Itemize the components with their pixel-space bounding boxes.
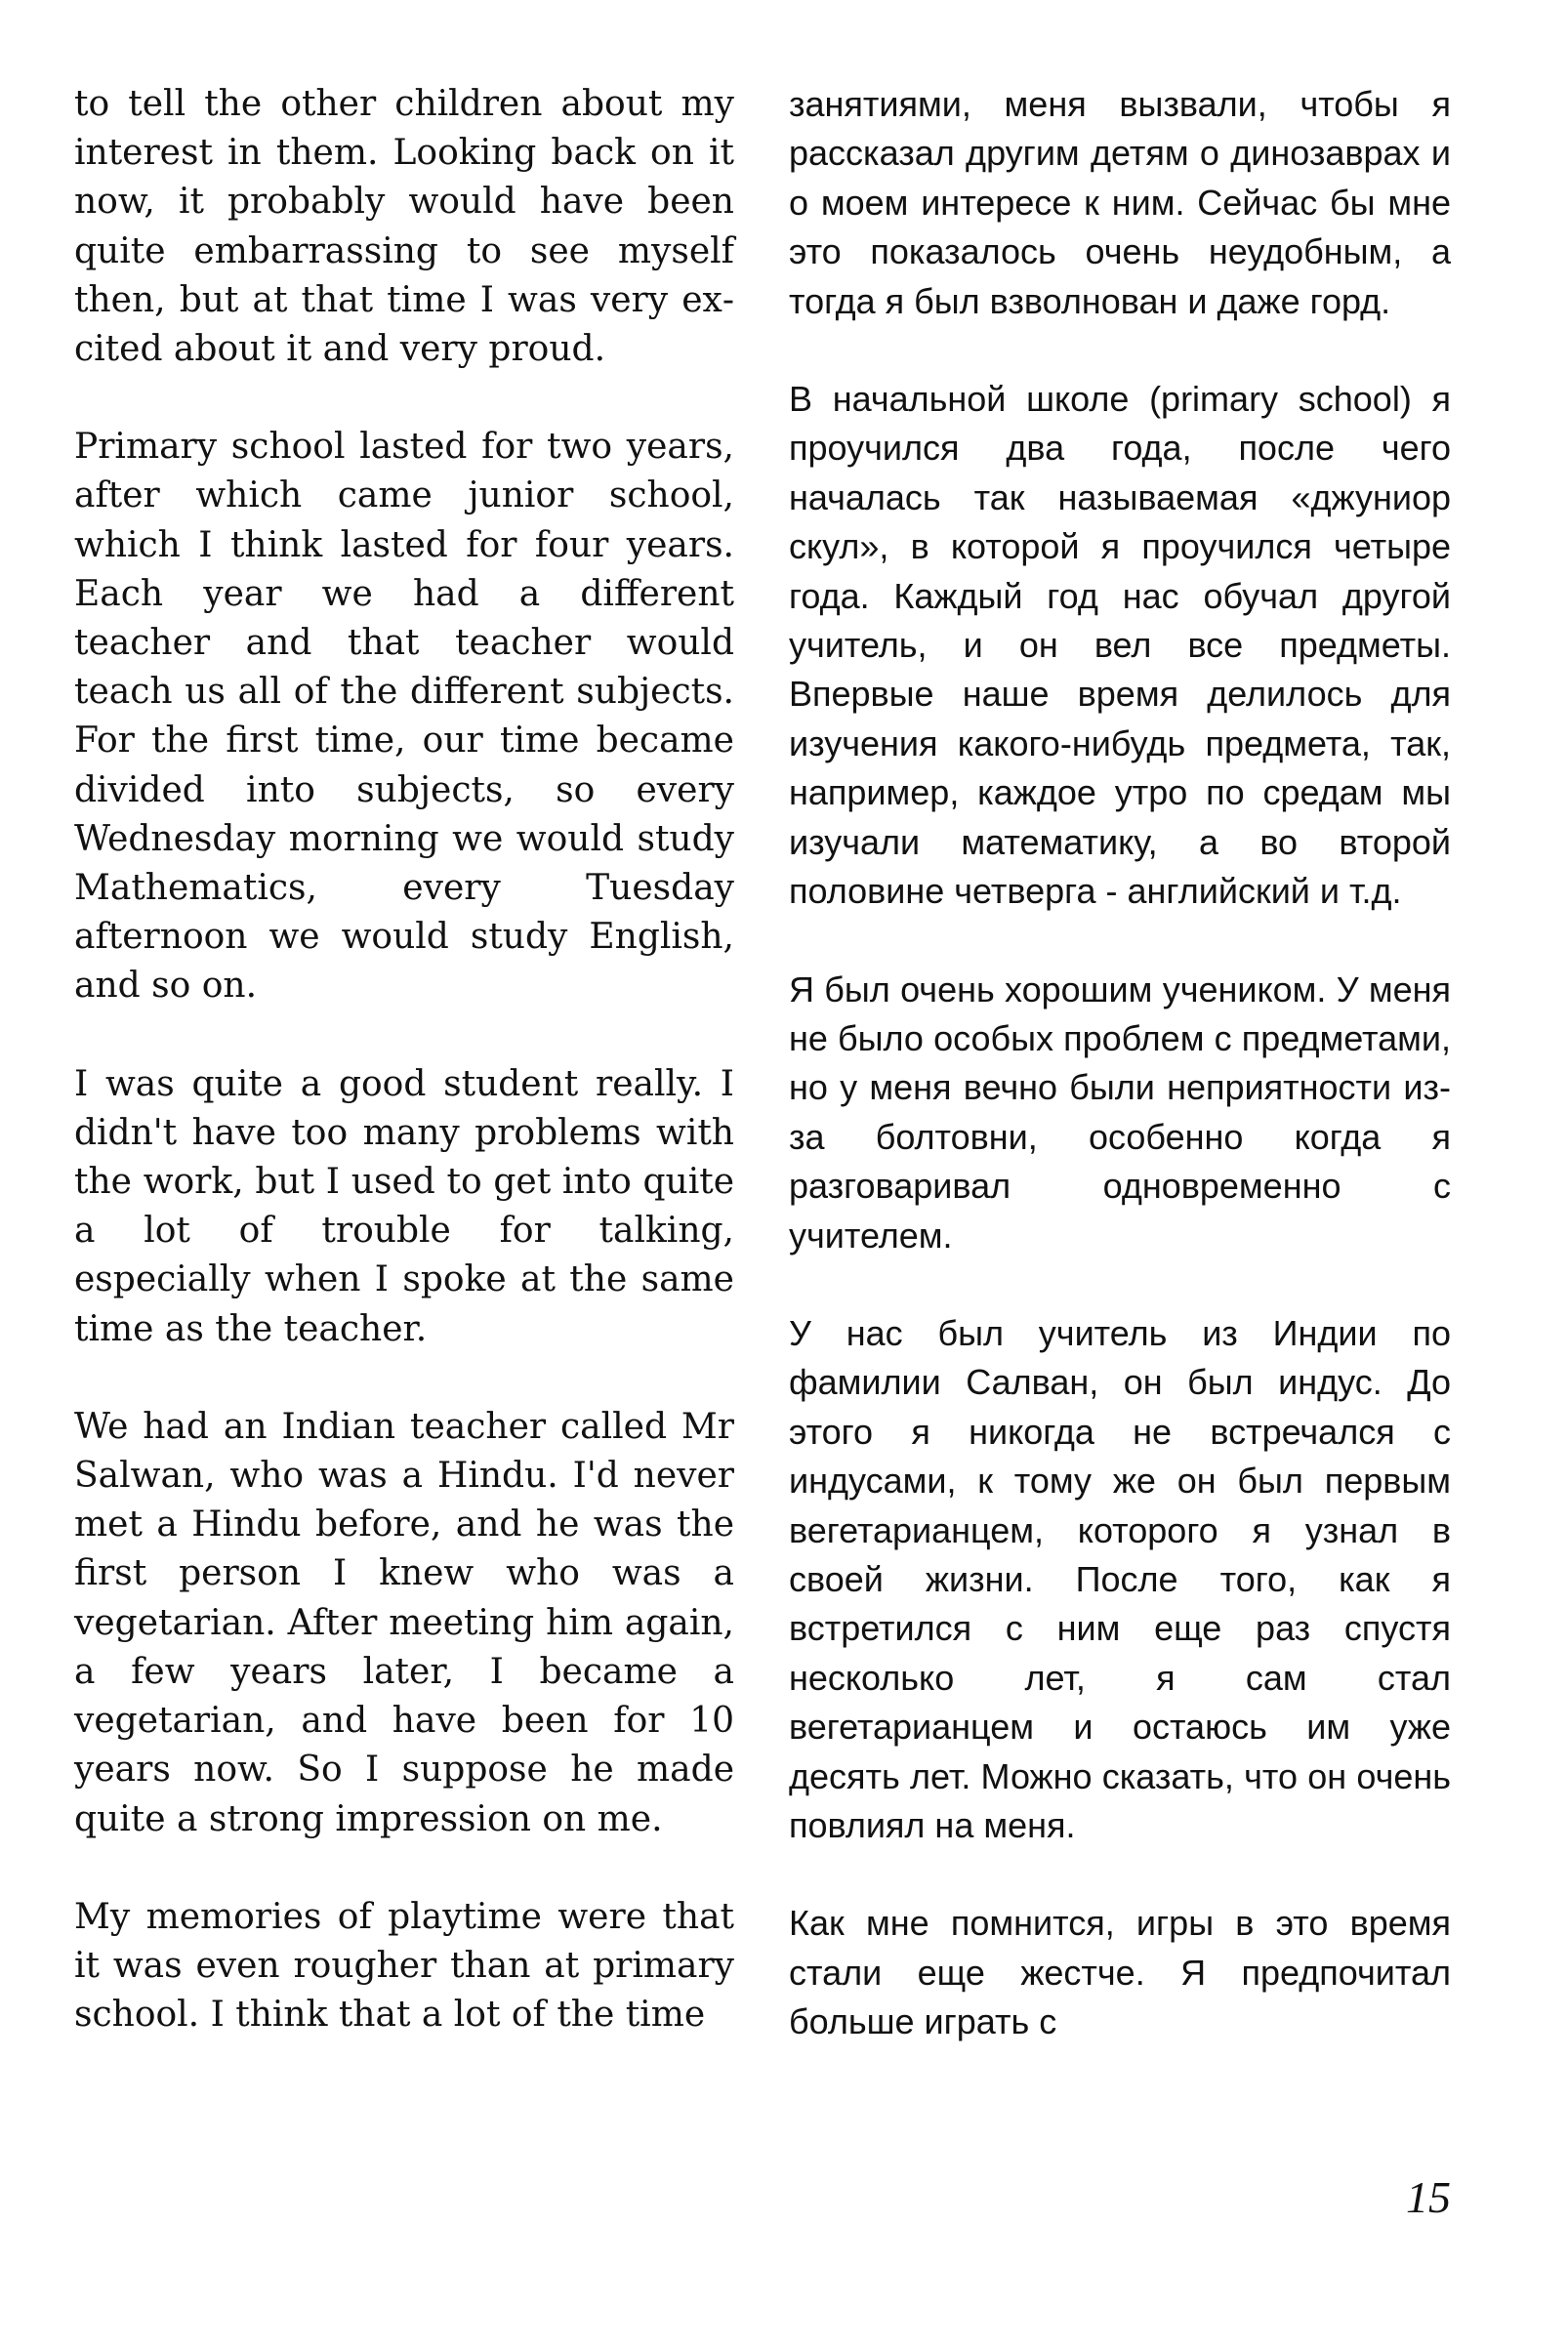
russian-paragraph-1: занятиями, меня вызвали, чтобы я рассказал другим детям о динозаврах и о моем интересе к ним. Сейчас бы мне это показалось очень неудобным, а тогда я был взволнован и даже горд.: [789, 84, 1451, 321]
russian-text-column: [789, 80, 1451, 2047]
english-text-column: [74, 80, 734, 2039]
page-number: 15: [1406, 2172, 1451, 2222]
russian-paragraph-2: В начальной школе (primary school) я проучился два года, после чего началась так называемая «джуниор скул», в которой я проучился четыре года. Каждый год нас обучал другой учитель, и он вел все предметы. Впервые наше время делилось для изучения какого-нибудь предмета, так, например, каждое утро по средам мы изучали математику, а во второй половине четверга - английский и т.д.: [789, 379, 1451, 912]
english-paragraph-4: We had an Indian teacher called Mr Salwan, who was a Hindu. I'd never met a Hindu before, and he was the first person I knew who was a vegetarian. After meeting him again, a few years later, I became a vegetarian, and have been for 10 years now. So I suppose he made quite a strong impression on me.: [74, 1406, 734, 1839]
english-paragraph-1: to tell the other children about my interest in them. Looking back on it now, it probably would have been quite embarrassing to see myself then, but at that time I was very excited about it and very proud.: [74, 84, 734, 370]
russian-paragraph-5: Как мне помнится, игры в это время стали еще жестче. Я предпочитал больше играть с: [789, 1903, 1451, 2042]
russian-paragraph-3: Я был очень хорошим учеником. У меня не было особых проблем с предметами, но у меня вечно были неприятности из-за болтовни, особенно когда я разговаривал одновременно с учителем.: [789, 968, 1451, 1256]
russian-paragraph-4: У нас был учитель из Индии по фамилии Салван, он был индус. До этого я никогда не встречался с индусами, к тому же он был первым вегетарианцем, которого я узнал в своей жизни. После того, как я встретился с ним еще раз спустя несколько лет, я сам стал вегетарианцем и остаюсь им уже десять лет. Можно сказать, что он очень повлиял на меня.: [789, 1312, 1451, 1845]
english-paragraph-2: Primary school lasted for two years, after which came junior school, which I think lasted for four years. Each year we had a different teacher and that teacher would teach us all of the different subjects. For the first time, our time became divided into subjects, so every Wednesday morning we would study Mathematics, every Tuesday afternoon we would study English, and so on.: [74, 427, 734, 1007]
english-paragraph-3: I was quite a good student really. I didn't have too many problems with the work, but I used to get into quite a lot of trouble for talking, especially when I spoke at the same time as the teacher.: [74, 1063, 734, 1349]
english-paragraph-5: My memories of playtime were that it was even rougher than at primary school. I think that a lot of the time: [74, 1896, 734, 2036]
